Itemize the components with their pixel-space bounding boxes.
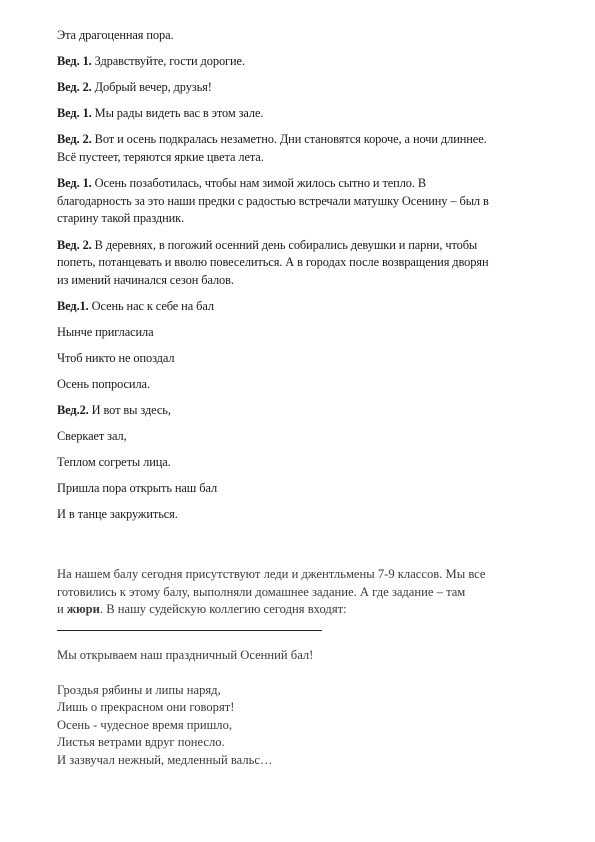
paragraph: Вед. 1. Осень позаботилась, чтобы нам зимой жилось сытно и тепло. В благодарность за это наши предки с радостью встречали матушку Осенину – был в старину такой праздник. — [57, 176, 489, 225]
paragraph: Пришла пора открыть наш бал — [57, 481, 218, 495]
paragraph: Нынче пригласила — [57, 325, 154, 339]
paragraph: Вед.2. И вот вы здесь, — [57, 403, 171, 417]
speaker-label: Вед. 2. — [57, 237, 92, 252]
poem-line: И зазвучал нежный, медленный вальс… — [57, 752, 273, 767]
poem-line: Осень - чудесное время пришло, — [57, 717, 233, 732]
poem-line: Лишь о прекрасном они говорят! — [57, 700, 235, 714]
paragraph: Вед. 2. Добрый вечер, друзья! — [57, 80, 212, 94]
blank-line — [57, 630, 322, 631]
paragraph: Вед.1. Осень нас к себе на бал — [57, 299, 214, 313]
speaker-label: Вед. 2. — [57, 80, 92, 94]
script-text — [57, 27, 557, 532]
speaker-label: Вед. 1. — [57, 54, 92, 68]
poem-line: Гроздья рябины и липы наряд, — [57, 682, 221, 697]
paragraph: Эта драгоценная пора. — [57, 28, 174, 42]
poem-line: Листья ветрами вдруг понесло. — [57, 735, 225, 749]
jury-word: жюри — [66, 602, 100, 616]
speaker-label: Вед. 2. — [57, 132, 92, 146]
opening-line: Мы открываем наш праздничный Осенний бал! — [57, 647, 314, 662]
paragraph: Вед. 1. Здравствуйте, гости дорогие. — [57, 54, 245, 68]
paragraph: Вед. 1. Мы рады видеть вас в этом зале. — [57, 106, 264, 120]
paragraph: Вед. 2. В деревнях, в погожий осенний день собирались девушки и парни, чтобы попеть, потанцевать и вволю повеселиться. А в городах после возвращения дворян из имений начинался сезон балов. — [57, 237, 489, 287]
speaker-label: Вед. 1. — [57, 176, 92, 190]
speaker-label: Вед.2. — [57, 403, 89, 417]
intro-paragraph: На нашем балу сегодня присутствуют леди и джентльмены 7-9 классов. Мы все готовились к этому балу, выполняли домашнее задание. А где задание – там и жюри. В нашу судейскую коллегию сегодня входят: — [57, 567, 486, 616]
paragraph: Осень попросила. — [57, 377, 150, 391]
paragraph: И в танце закружиться. — [57, 507, 178, 521]
paragraph: Вед. 2. Вот и осень подкралась незаметно. Дни становятся короче, а ночи длиннее. Всё пустеет, теряются яркие цвета лета. — [57, 132, 487, 164]
paragraph: Сверкает зал, — [57, 429, 127, 443]
paragraph: Чтоб никто не опоздал — [57, 351, 175, 365]
speaker-label: Вед. 1. — [57, 106, 92, 120]
announcement — [57, 566, 527, 769]
paragraph: Теплом согреты лица. — [57, 455, 171, 469]
speaker-label: Вед.1. — [57, 299, 89, 313]
poem — [57, 682, 527, 770]
